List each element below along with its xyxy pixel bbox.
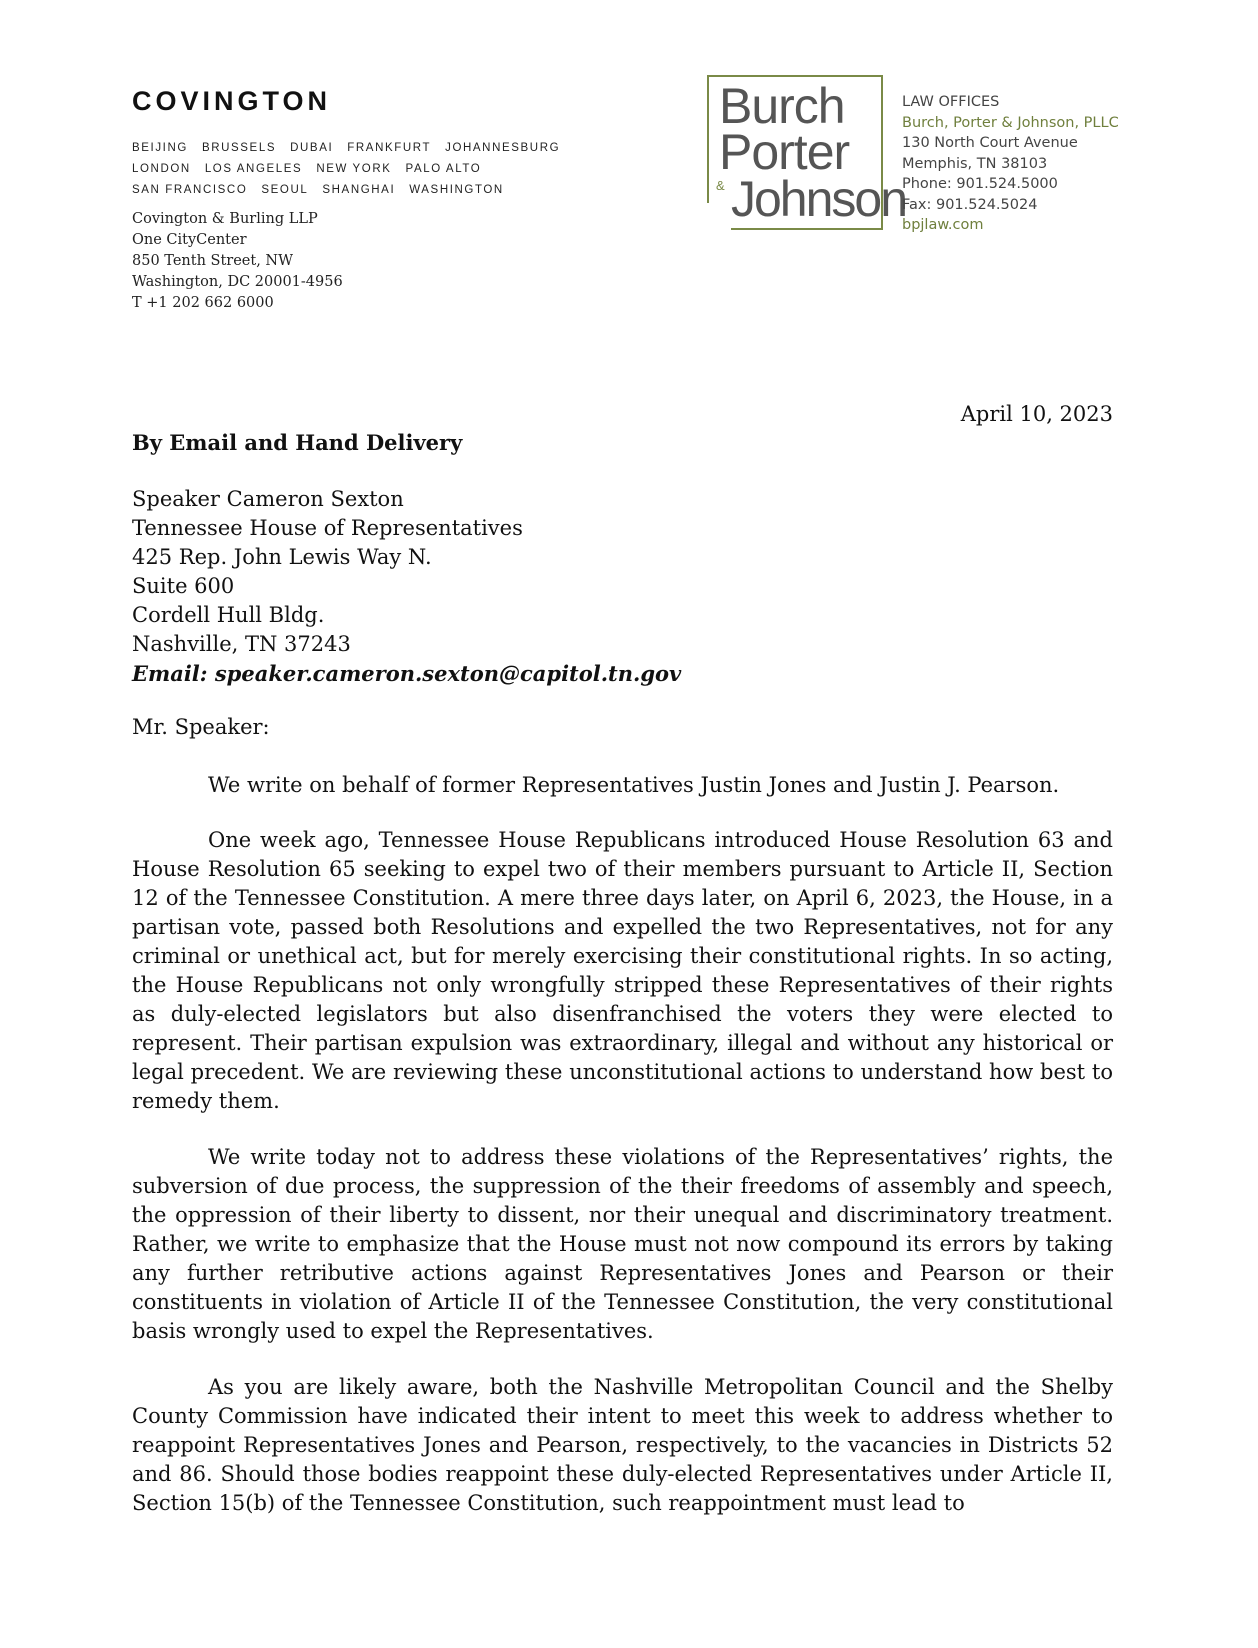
phone-number: Phone: 901.524.5000 [902, 176, 1058, 192]
recipient-line: Cordell Hull Bldg. [132, 603, 325, 627]
website: bpjlaw.com [902, 217, 984, 233]
recipient-line: Suite 600 [132, 574, 235, 598]
address-line: 850 Tenth Street, NW [132, 253, 294, 269]
logo-border [731, 228, 883, 230]
paragraph-1: We write on behalf of former Representatives Justin Jones and Justin J. Pearson. [208, 773, 1060, 797]
cities-line-3 [132, 180, 574, 201]
city: JOHANNESBURG [445, 142, 561, 154]
address-line: One CityCenter [132, 232, 247, 248]
recipient-block [132, 485, 681, 688]
cities-line-1 [132, 138, 574, 159]
city: LOS ANGELES [204, 163, 303, 175]
address-line: Washington, DC 20001-4956 [132, 274, 343, 290]
city: LONDON [132, 163, 191, 175]
recipient-line: Tennessee House of Representatives [132, 516, 523, 540]
paragraph-2: One week ago, Tennessee House Republicans introduced House Resolution 63 and House Resolution 65 seeking to expel two of their members pursuant to Article II, Section 12 of the Tennessee Constitution. A mere three days later, on April 6, 2023, the House, in a partisan vote, passed both Resolutions and expelled the two Representatives, not for any criminal or unethical act, but for merely exercising their constitutional rights. In so acting, the House Republicans not only wrongfully stripped these Representatives of their rights as duly-elected legislators but also disenfranchised the voters they were elected to represent. Their partisan expulsion was extraordinary, illegal and without any historical or legal precedent. We are reviewing these unconstitutional actions to understand how best to remedy them. [132, 828, 1113, 1113]
paragraph-3: We write today not to address these violations of the Representatives’ rights, the subversion of due process, the suppression of the their freedoms of assembly and speech, the oppression of their liberty to dissent, nor their unequal and discriminatory treatment. Rather, we write to emphasize that the House must not now compound its errors by taking any further retributive actions against Representatives Jones and Pearson or their constituents in violation of Article II of the Tennessee Constitution, the very constitutional basis wrongly used to expel the Representatives. [132, 1145, 1113, 1343]
city: SEOUL [261, 184, 309, 196]
city-address: Memphis, TN 38103 [902, 155, 1048, 172]
bpj-contact-info [902, 92, 1119, 236]
covington-cities [132, 138, 574, 201]
salutation: Mr. Speaker: [132, 715, 270, 739]
address-line: Covington & Burling LLP [132, 211, 318, 227]
fax-number: Fax: 901.524.5024 [902, 196, 1038, 213]
street-address: 130 North Court Avenue [902, 135, 1078, 151]
cities-line-2 [132, 159, 574, 180]
law-offices-label: LAW OFFICES [902, 94, 1000, 110]
city: FRANKFURT [347, 142, 432, 154]
recipient-line: Speaker Cameron Sexton [132, 487, 404, 511]
covington-logo: COVINGTON [132, 86, 332, 116]
city: SHANGHAI [322, 184, 396, 196]
recipient-email: Email: speaker.cameron.sexton@capitol.tn.gov [132, 661, 682, 686]
city: PALO ALTO [405, 163, 482, 175]
logo-word-burch: Burch [719, 78, 845, 134]
city: SAN FRANCISCO [132, 184, 248, 196]
paragraph-4: As you are likely aware, both the Nashville Metropolitan Council and the Shelby County Commission have indicated their intent to meet this week to address whether to reappoint Representatives Jones and Pearson, respectively, to the vacancies in Districts 52 and 86. Should those bodies reappoint these duly-elected Representatives under Article II, Section 15(b) of the Tennessee Constitution, such reappointment must lead to [132, 1375, 1113, 1515]
recipient-line: 425 Rep. John Lewis Way N. [132, 545, 432, 569]
city: WASHINGTON [409, 184, 504, 196]
logo-ampersand: & [716, 178, 725, 193]
phone-line: T +1 202 662 6000 [132, 295, 274, 311]
city: DUBAI [290, 142, 334, 154]
city: NEW YORK [316, 163, 392, 175]
delivery-method: By Email and Hand Delivery [132, 430, 463, 455]
covington-address [132, 209, 343, 314]
letter-date: April 10, 2023 [960, 402, 1113, 426]
bpj-logo [707, 75, 907, 230]
city: BRUSSELS [201, 142, 277, 154]
city: BEIJING [132, 142, 188, 154]
logo-word-porter: Porter [719, 124, 850, 180]
logo-word-johnson: Johnson [731, 171, 907, 227]
firm-name: Burch, Porter & Johnson, PLLC [902, 114, 1119, 131]
recipient-line: Nashville, TN 37243 [132, 632, 351, 656]
logo-border [707, 75, 883, 77]
logo-border [707, 75, 709, 203]
